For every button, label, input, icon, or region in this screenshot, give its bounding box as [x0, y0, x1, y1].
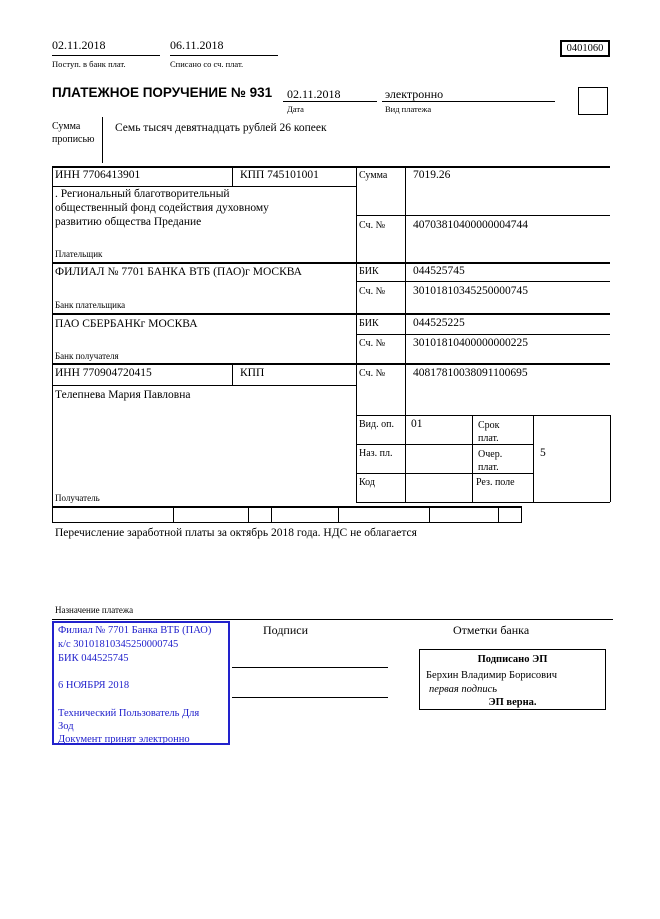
label-column-divider [356, 166, 357, 502]
beneficiary-name: Телепнева Мария Павловна [55, 389, 191, 401]
payer-bank-section-label: Банк плательщика [55, 300, 126, 310]
payer-bank-bik: 044525745 [413, 265, 465, 277]
beneficiary-bank-bik-border [356, 334, 610, 335]
form-code-box [560, 40, 610, 57]
esignature-stamp [419, 649, 606, 710]
payer-section-label: Плательщик [55, 249, 103, 259]
purpose-text: Перечисление заработной платы за октябрь 2018 года. НДС не облагается [55, 527, 417, 539]
payer-bank-section-border [52, 313, 610, 315]
debited-date-label: Списано со сч. плат. [170, 59, 244, 69]
bank-note-date: 6 НОЯБРЯ 2018 [58, 680, 130, 691]
op-table-top-border [356, 415, 610, 416]
op-type-value: 01 [411, 418, 423, 430]
payment-kind-label: Вид платежа [385, 104, 432, 114]
signature-line-2 [232, 697, 388, 698]
beneficiary-kpp: КПП [240, 367, 265, 379]
payer-inn: ИНН 7706413901 [55, 169, 141, 181]
payer-account-label: Сч. № [359, 220, 386, 231]
priority-value: 5 [540, 447, 546, 459]
priority-label: Очер. плат. [478, 449, 503, 473]
payer-name-line1: . Региональный благотворительный [55, 188, 230, 200]
budget-row-divider-1 [173, 508, 174, 522]
signature-line-1 [232, 667, 388, 668]
budget-row-divider-6 [498, 508, 499, 522]
purpose-section-border [52, 619, 613, 620]
table-top-border [52, 166, 610, 168]
amount-label: Сумма [359, 170, 388, 181]
stamp-signed-label: Подписано ЭП [477, 654, 548, 665]
payment-kind: электронно [385, 87, 444, 101]
amount-words-label: Сумма прописью [52, 121, 95, 145]
debited-date: 06.11.2018 [170, 38, 224, 52]
payer-name-line2: общественный фонд содействия духовному [55, 202, 269, 214]
beneficiary-inn-kpp-divider [232, 363, 233, 385]
beneficiary-section-label: Получатель [55, 493, 100, 503]
doc-date: 02.11.2018 [287, 87, 341, 101]
bank-note-box [52, 621, 230, 745]
beneficiary-bank-acc-label: Сч. № [359, 338, 386, 349]
payer-inn-kpp-divider [232, 166, 233, 186]
beneficiary-bank-section-label: Банк получателя [55, 351, 119, 361]
beneficiary-bank-bik: 044525225 [413, 317, 465, 329]
bank-note-line1: Филиал № 7701 Банка ВТБ (ПАО) [58, 625, 212, 636]
received-date: 02.11.2018 [52, 38, 106, 52]
op-table-bottom-border [356, 502, 610, 503]
stamp-signature-kind: первая подпись [429, 684, 498, 695]
bank-note-line6: Зод [58, 721, 74, 732]
beneficiary-bank-bik-label: БИК [359, 318, 379, 329]
payer-bank-acc-label: Сч. № [359, 286, 386, 297]
bank-marks-heading: Отметки банка [453, 623, 530, 637]
beneficiary-acc-label: Сч. № [359, 368, 386, 379]
received-date-label: Поступ. в банк плат. [52, 59, 126, 69]
payer-inn-row-border [52, 186, 356, 187]
stamp-valid-label: ЭП верна. [488, 697, 537, 708]
document-title: ПЛАТЕЖНОЕ ПОРУЧЕНИЕ № 931 [52, 85, 273, 100]
pay-purpose-code-label: Наз. пл. [359, 448, 393, 459]
payment-kind-checkbox [578, 87, 608, 115]
code-label: Код [359, 477, 375, 488]
bank-note-line5: Технический Пользователь Для [58, 708, 200, 719]
payer-kpp: КПП 745101001 [240, 169, 319, 181]
payer-bank-name: ФИЛИАЛ № 7701 БАНКА ВТБ (ПАО)г МОСКВА [55, 266, 302, 278]
bank-note-line3: БИК 044525745 [58, 653, 129, 664]
form-code: 0401060 [566, 43, 604, 54]
payment-kind-underline [382, 101, 555, 102]
budget-row-divider-2 [248, 508, 249, 522]
reserve-field-label: Рез. поле [476, 477, 515, 488]
payer-name-line3: развитию общества Предание [55, 216, 202, 228]
payer-account-value: 40703810400000004744 [413, 219, 528, 231]
sum-cell-border [356, 215, 610, 216]
payer-section-border [52, 262, 610, 264]
value-column-divider [405, 166, 406, 502]
bank-note-line7: Документ принят электронно [58, 734, 190, 745]
payer-bank-bik-label: БИК [359, 266, 379, 277]
budget-fields-row [52, 506, 522, 523]
amount-value: 7019.26 [413, 169, 451, 181]
budget-row-divider-3 [271, 508, 272, 522]
received-date-underline [52, 55, 160, 56]
beneficiary-inn-row-border [52, 385, 356, 386]
op-table-col-divider-1 [472, 415, 473, 502]
op-table-right-border [610, 415, 611, 502]
budget-row-divider-5 [429, 508, 430, 522]
beneficiary-bank-section-border [52, 363, 610, 365]
debited-date-underline [170, 55, 278, 56]
beneficiary-inn: ИНН 770904720415 [55, 367, 152, 379]
purpose-label: Назначение платежа [55, 605, 134, 615]
budget-row-divider-4 [338, 508, 339, 522]
payer-bank-acc: 30101810345250000745 [413, 285, 528, 297]
doc-date-underline [283, 101, 377, 102]
doc-date-label: Дата [287, 104, 304, 114]
payer-bank-bik-border [356, 281, 610, 282]
op-table-col-divider-2 [533, 415, 534, 502]
table-left-border [52, 166, 53, 506]
stamp-signer-name: Берхин Владимир Борисович [426, 670, 557, 681]
beneficiary-acc: 40817810038091100695 [413, 367, 528, 379]
op-type-label: Вид. оп. [359, 419, 394, 430]
amount-words-text: Семь тысяч девятнадцать рублей 26 копеек [115, 122, 327, 134]
pay-term-label: Срок плат. [478, 420, 500, 444]
beneficiary-bank-name: ПАО СБЕРБАНКг МОСКВА [55, 318, 198, 330]
signatures-heading: Подписи [263, 623, 309, 637]
amount-words-divider [102, 117, 103, 163]
bank-note-line2: к/с 30101810345250000745 [58, 639, 179, 650]
beneficiary-bank-acc: 30101810400000000225 [413, 337, 528, 349]
